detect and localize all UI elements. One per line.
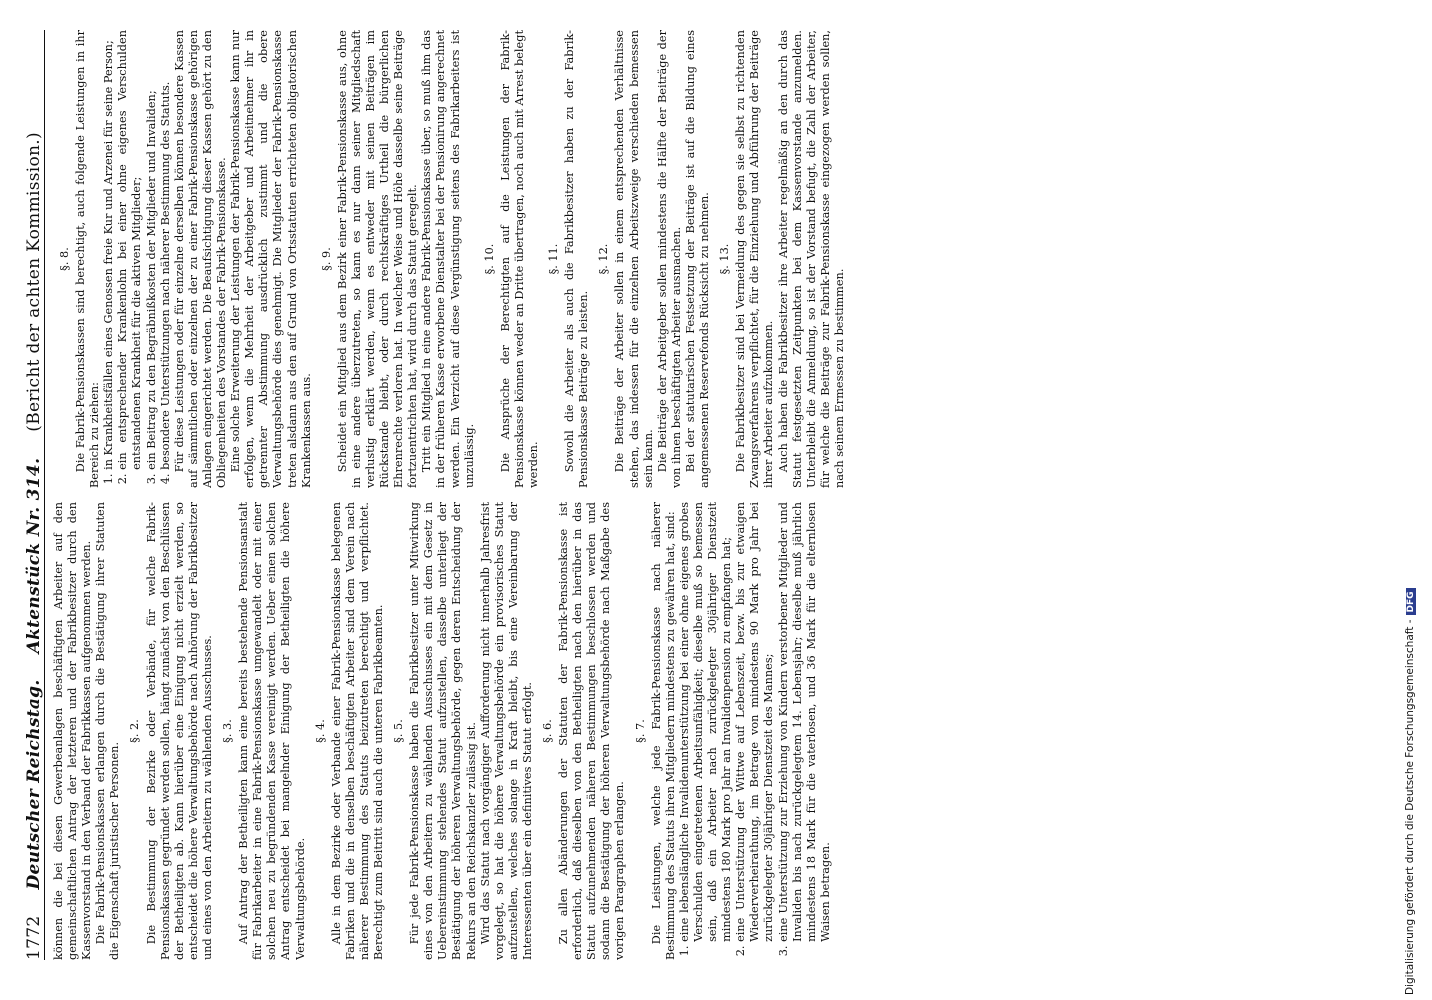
s7-list — [678, 502, 833, 960]
section-heading: §. 4. — [313, 719, 327, 743]
text-columns — [52, 30, 1412, 960]
paragraph: Alle in dem Bezirke oder Verbande einer Fabrik-Pensionskasse belegenen Fabriken und die in denselben beschäftigten Arbeiter sind dem Verein nach näherer Bestimmung des Statuts beizutreten berechtigt und verpflichtet. Berechtigt zum Beitritt sind auch die unteren Fabrikbeamten. — [329, 502, 385, 960]
list-item: 2. eine Unterstützung der Wittwe auf Lebenszeit, bezw. bis zur etwaigen Wiederverheirathung, im Betrage von mindestens 90 Mark pro Jahr bei zurückgelegter 30jähriger Dienstzeit des Mannes; — [734, 502, 776, 942]
section-heading: §. 7. — [633, 719, 647, 743]
list-item: 3. ein Beitrag zu den Begräbnißkosten der Mitglieder und Invaliden; — [145, 30, 159, 470]
list-item: 1. eine lebenslängliche Invalidenunterstützung bei einer ohne eigenes grobes Verschulden eingetretenen Arbeitsunfähigkeit; dieselbe muß so bemessen sein, daß ein Arbeiter nach zurückgelegter 30jähriger Dienstzeit mindestens 180 Mark pro Jahr an Invalidenpension zu empfangen hat; — [678, 502, 734, 942]
section-heading: §. 9. — [319, 247, 333, 271]
paragraph: Für diese Leistungen oder für einzelne derselben können besondere Kassen auf sämmtlichen oder einzelnen der zu einer Fabrik-Pensionskasse gehörigen Anlagen eingerichtet werden. Die Beaufsichtigung dieser Kassen gehört zu den Obliegenheiten des Vorstandes der Fabrik-Pensionskasse. — [172, 30, 229, 488]
paragraph: Die Beiträge der Arbeitgeber sollen mindestens die Hälfte der Beiträge der von ihnen beschäftigten Arbeiter ausmachen. — [655, 30, 683, 488]
paragraph: Zu allen Abänderungen der Statuten der Fabrik-Pensionskasse ist erforderlich, daß dieselben von den Betheiligten nach den hierüber in das Statut aufzunehmenden näheren Bestimmungen beschlossen werden und sodann die Bestätigung der höheren Verwaltungsbehörde nach Maßgabe des vorigen Paragraphen erlangen. — [557, 502, 627, 960]
paragraph: Eine solche Erweiterung der Leistungen der Fabrik-Pensionskasse kann nur erfolgen, wenn die Mehrheit der Arbeitgeber und Arbeitnehmer ihr in getrennter Abstimmung ausdrücklich zustimmt und die obere Verwaltungsbehörde dies genehmigt. Die Mitglieder der Fabrik-Pensionskasse treten alsdann aus den auf Grund von Ortsstatuten errichteten obligatorischen Krankenkassen aus. — [229, 30, 313, 488]
s8-list — [102, 30, 172, 488]
list-item: 3. eine Unterstützung zur Erziehung von Kindern verstorbener Mitglieder und Invaliden bis nach zurückgelegtem 14. Lebensjahr; dieselbe muß jährlich mindestens 18 Mark für die vaterlosen, und 36 Mark für die elternlosen Waisen betragen. — [777, 502, 833, 942]
paragraph: Auf Antrag der Betheiligten kann eine bereits bestehende Pensionsanstalt für Fabrikarbeiter in eine Fabrik-Pensionskasse umgewandelt oder mit einer solchen neu zu begründenden Kasse vereinigt werden. Ueber einen solchen Antrag entscheidet bei mangelnder Einigung der Betheiligten die höhere Verwaltungsbehörde. — [237, 502, 307, 960]
section-heading: §. 10. — [482, 243, 496, 275]
header-title: Deutscher Reichstag. — [24, 679, 44, 890]
paragraph: Sowohl die Arbeiter als auch die Fabrikbesitzer haben zu der Fabrik-Pensionskasse Beiträge zu leisten. — [563, 30, 591, 488]
paragraph: Bei der statutarischen Festsetzung der Beiträge ist auf die Bildung eines angemessenen Reservefonds Rücksicht zu nehmen. — [683, 30, 712, 488]
header-subtitle: (Bericht der achten Kommission.) — [24, 132, 44, 432]
paragraph: Die Fabrikbesitzer sind bei Vermeidung des gegen sie selbst zu richtenden Zwangsverfahrens verpflichtet, für die Einziehung und Abführung der Beiträge ihrer Arbeiter aufzukommen. — [734, 30, 776, 488]
section-heading: §. 11. — [547, 243, 561, 275]
paragraph: Die Leistungen, welche jede Fabrik-Pensionskasse nach näherer Bestimmung des Statuts ihren Mitgliedern mindestens zu gewähren hat, sind: — [649, 502, 677, 960]
section-heading: §. 3. — [221, 719, 235, 743]
digitization-credit — [1404, 588, 1416, 995]
paragraph: Die Fabrik-Pensionskassen sind berechtigt, auch folgende Leistungen in ihr Bereich zu ziehen: — [74, 30, 102, 488]
section-heading: §. 2. — [128, 719, 142, 743]
credit-text: Digitalisierung gefördert durch die Deutsche Forschungsgemeinschaft - — [1404, 619, 1416, 995]
paragraph: Scheidet ein Mitglied aus dem Bezirk einer Fabrik-Pensionskasse aus, ohne in eine andere überzutreten, so kann es nur dann seiner Mitgliedschaft verlustig erklärt werden, wenn es entweder mit seinen Beiträgen im Rückstande bleibt, oder durch rechtskräftiges Urtheil die bürgerlichen Ehrenrechte verloren hat. In welcher Weise und Höhe dasselbe seine Beiträge fortzuentrichten hat, wird durch das Statut geregelt. — [335, 30, 420, 488]
page-header — [14, 30, 45, 960]
paragraph: Die Fabrik-Pensionskassen erlangen durch die Bestätigung ihrer Statuten die Eigenschaft juristischer Personen. — [94, 502, 122, 960]
left-column — [52, 502, 1412, 960]
paragraph: Wird das Statut nach vorgängiger Aufforderung nicht innerhalb Jahresfrist vorgelegt, so hat die höhere Verwaltungsbehörde ein provisorisches Statut aufzustellen, welches solange in Kraft bleibt, bis eine Vereinbarung der Interessenten über ein definitives Statut erfolgt. — [478, 502, 534, 960]
paragraph: Für jede Fabrik-Pensionskasse haben die Fabrikbesitzer unter Mitwirkung eines von den Arbeitern zu wählenden Ausschusses ein mit dem Gesetz in Uebereinstimmung stehendes Statut aufzustellen, dasselbe unterliegt der Bestätigung der höheren Verwaltungsbehörde, gegen deren Entscheidung der Rekurs an den Reichskanzler zulässig ist. — [408, 502, 478, 960]
paragraph: Die Beiträge der Arbeiter sollen in einem entsprechenden Verhältnisse stehen, das indessen für die einzelnen Arbeitszweige verschieden bemessen sein kann. — [613, 30, 655, 488]
page-number: 1772 — [24, 915, 44, 960]
header-document: Aktenstück Nr. 314. — [24, 457, 44, 654]
paragraph: Tritt ein Mitglied in eine andere Fabrik-Pensionskasse über, so muß ihm das in der früheren Kasse erworbene Dienstalter bei der Pensionirung angerechnet werden. Ein Verzicht auf diese Vergünstigung seitens des Fabrikarbeiters ist unzulässig. — [420, 30, 476, 488]
section-heading: §. 6. — [541, 719, 554, 743]
section-heading: §. 13. — [718, 243, 732, 275]
list-item: 2. ein entsprechender Krankenlohn bei einer ohne eigenes Verschulden entstandenen Krankheit für die aktiven Mitglieder; — [116, 30, 144, 470]
paragraph: können die bei diesen Gewerbeanlagen beschäftigten Arbeiter auf den gemeinschaftlichen Antrag der letzteren und der Fabrikbesitzer durch den Kassenvorstand in den Verband der Fabrikkassen aufgenommen werden. — [52, 502, 94, 960]
paragraph: Auch haben die Fabrikbesitzer ihre Arbeiter regelmäßig an den durch das Statut festgesetzten Zeitpunkten bei dem Kassenvorstande anzumelden. Unterbleibt die Anmeldung, so ist der Vorstand befugt, die Zahl der Arbeiter, für welche die Beiträge zur Fabrik-Pensionskasse eingezogen werden sollen, nach seinem Ermessen zu bestimmen. — [776, 30, 846, 488]
section-heading: §. 8. — [58, 247, 71, 271]
dfg-logo: DFG — [1406, 588, 1416, 615]
list-item: 1. in Krankheitsfällen eines Genossen freie Kur und Arzenei für seine Person; — [102, 30, 116, 470]
section-heading: §. 5. — [392, 719, 406, 743]
list-item: 4. besondere Unterstützungen nach näherer Bestimmung des Statuts. — [159, 30, 173, 470]
paragraph: Die Ansprüche der Berechtigten auf die Leistungen der Fabrik-Pensionskasse können weder an Dritte übertragen, noch auch mit Arrest belegt werden. — [498, 30, 540, 488]
paragraph: Die Bestimmung der Bezirke oder Verbände, für welche Fabrik-Pensionskassen gegründet werden sollen, hängt zunächst von den Beschlüssen der Betheiligten ab. Kann hierüber eine Einigung nicht erzielt werden, so entscheidet die höhere Verwaltungsbehörde nach Anhörung der Fabrikbesitzer und eines von den Arbeitern zu wählenden Ausschusses. — [144, 502, 214, 960]
section-heading: §. 12. — [597, 243, 611, 275]
right-column — [52, 30, 1412, 488]
